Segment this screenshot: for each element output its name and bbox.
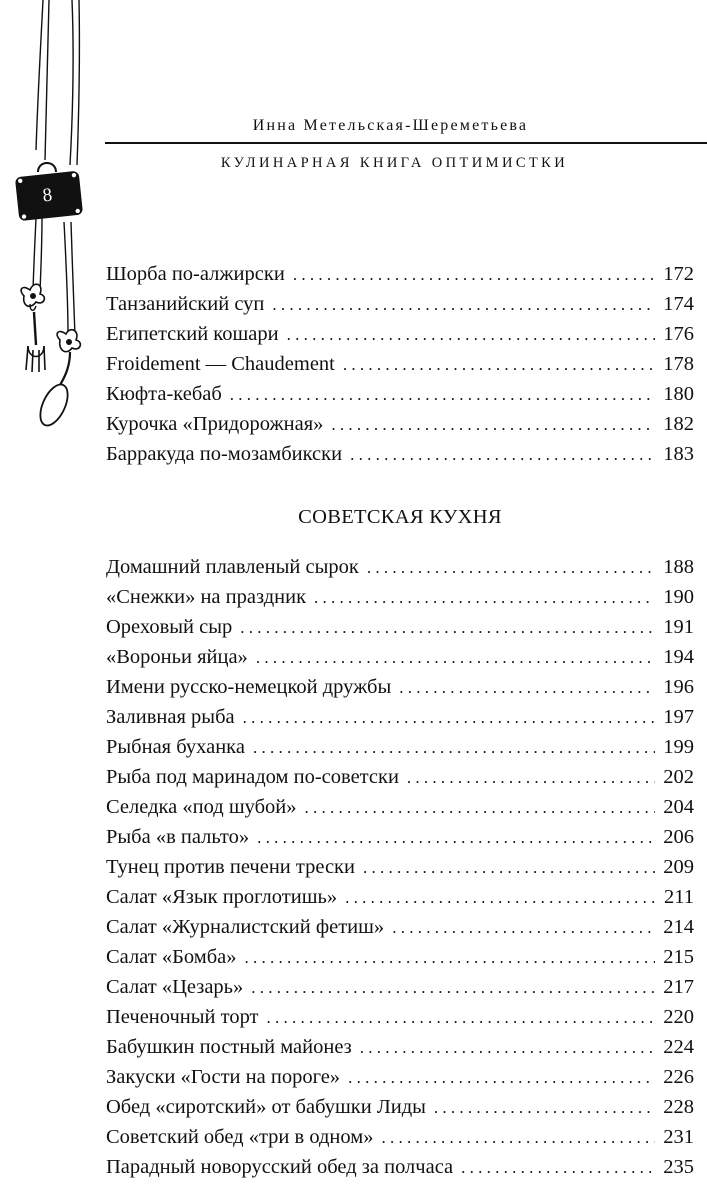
toc-entry [106,1032,694,1062]
dot-leader [293,260,655,289]
toc-entry [106,1002,694,1032]
toc-entry-title: Шорба по-алжирски [106,263,285,285]
toc-entry [106,882,694,912]
toc-entry-title: «Снежки» на праздник [106,586,307,608]
toc-list-top [106,259,694,469]
toc-entry-page: 191 [663,616,694,638]
toc-entry-page: 204 [663,796,694,818]
toc-entry [106,1092,694,1122]
toc-entry-page: 226 [663,1066,694,1088]
toc-entry-title: Салат «Цезарь» [106,976,244,998]
dot-leader [331,410,655,439]
toc-entry-page: 190 [663,586,694,608]
toc-entry [106,552,694,582]
toc-entry-title: «Вороньи яйца» [106,646,248,668]
toc-entry [106,792,694,822]
toc-entry-page: 214 [663,916,694,938]
toc-entry [106,732,694,762]
dot-leader [348,1063,655,1092]
dot-leader [350,440,655,469]
toc-entry-page: 199 [663,736,694,758]
toc-entry-title: Барракуда по-мозамбикски [106,443,343,465]
dot-leader [367,553,655,582]
toc-entry-title: Парадный новорусский обед за полчаса [106,1156,454,1178]
toc-entry-title: Бабушкин постный майонез [106,1036,352,1058]
running-header-author: Инна Метельская-Шереметьева [252,117,529,134]
toc-entry-page: 197 [663,706,694,728]
toc-entry-page: 174 [663,293,694,315]
toc-entry [106,319,694,349]
dot-leader [392,913,655,942]
toc-entry [106,349,694,379]
toc-entry-page: 196 [663,676,694,698]
toc-entry-page: 220 [663,1006,694,1028]
dot-leader [244,943,655,972]
toc-entry-page: 224 [663,1036,694,1058]
page-number-badge: 8 [41,184,55,207]
toc-entry-title: Кюфта-кебаб [106,383,222,405]
dot-leader [314,583,655,612]
toc-entry-title: Имени русско-немецкой дружбы [106,676,392,698]
toc-entry-title: Рыба «в пальто» [106,826,250,848]
dot-leader [267,1003,656,1032]
toc-entry-page: 176 [663,323,694,345]
toc-entry [106,582,694,612]
toc-entry-page: 172 [663,263,694,285]
toc-entry [106,912,694,942]
toc-entry-title: Печеночный торт [106,1006,259,1028]
dot-leader [360,1033,655,1062]
toc-entry-title: Советский обед «три в одном» [106,1126,374,1148]
toc-entry-title: Салат «Журналистский фетиш» [106,916,385,938]
toc-entry-title: Заливная рыба [106,706,235,728]
toc-entry-page: 178 [663,353,694,375]
toc-entry [106,762,694,792]
dot-leader [287,320,656,349]
toc-entry [106,852,694,882]
running-header-book-title: КУЛИНАРНАЯ КНИГА ОПТИМИСТКИ [220,155,569,171]
toc-entry-page: 235 [663,1156,694,1178]
dot-leader [251,973,655,1002]
dot-leader [434,1093,655,1122]
toc-entry-page: 182 [663,413,694,435]
toc-entry-title: Египетский кошари [106,323,279,345]
toc-entry-page: 211 [664,886,694,908]
toc-entry-page: 228 [663,1096,694,1118]
toc-entry-page: 202 [663,766,694,788]
dot-leader [253,733,655,762]
toc-entry [106,942,694,972]
dot-leader [343,350,655,379]
toc-entry [106,1122,694,1152]
toc-entry-title: Салат «Язык проглотишь» [106,886,338,908]
toc-entry-title: Рыба под маринадом по-советски [106,766,399,788]
fork-spoon-suitcase-illustration [0,0,110,460]
toc-entry [106,1062,694,1092]
dot-leader [407,763,655,792]
toc-entry [106,972,694,1002]
dot-leader [243,703,656,732]
dot-leader [305,793,656,822]
toc-entry [106,289,694,319]
section-heading: СОВЕТСКАЯ КУХНЯ [298,506,502,528]
dot-leader [256,643,655,672]
toc-entry [106,612,694,642]
dot-leader [345,883,656,912]
toc-entry-title: Тунец против печени трески [106,856,355,878]
toc-entry-page: 180 [663,383,694,405]
dot-leader [230,380,655,409]
toc-entry-page: 215 [663,946,694,968]
toc-entry-title: Салат «Бомба» [106,946,237,968]
toc-entry-title: Танзанийский суп [106,293,265,315]
toc-entry [106,439,694,469]
dot-leader [257,823,655,852]
toc-entry-title: Froidement — Chaudement [106,353,335,375]
toc-entry [106,672,694,702]
toc-entry-title: Селедка «под шубой» [106,796,297,818]
toc-entry [106,642,694,672]
dot-leader [240,613,655,642]
dot-leader [363,853,655,882]
toc-entry-title: Домашний плавленый сырок [106,556,359,578]
toc-entry-page: 206 [663,826,694,848]
dot-leader [381,1123,655,1152]
toc-entry-page: 188 [663,556,694,578]
toc-entry [106,379,694,409]
header-divider [105,142,707,144]
toc-entry-page: 194 [663,646,694,668]
toc-entry-page: 217 [663,976,694,998]
toc-entry-title: Курочка «Придорожная» [106,413,324,435]
toc-entry-page: 183 [663,443,694,465]
toc-entry [106,1152,694,1182]
toc-entry [106,259,694,289]
toc-entry-title: Рыбная буханка [106,736,245,758]
toc-entry-page: 209 [663,856,694,878]
toc-entry-page: 231 [663,1126,694,1148]
toc-entry-title: Обед «сиротский» от бабушки Лиды [106,1096,426,1118]
toc-list-soviet-cuisine [106,552,694,1182]
dot-leader [399,673,655,702]
dot-leader [272,290,655,319]
toc-entry [106,822,694,852]
toc-entry [106,409,694,439]
dot-leader [461,1153,655,1182]
toc-entry-title: Ореховый сыр [106,616,233,638]
toc-entry [106,702,694,732]
toc-entry-title: Закуски «Гости на пороге» [106,1066,341,1088]
